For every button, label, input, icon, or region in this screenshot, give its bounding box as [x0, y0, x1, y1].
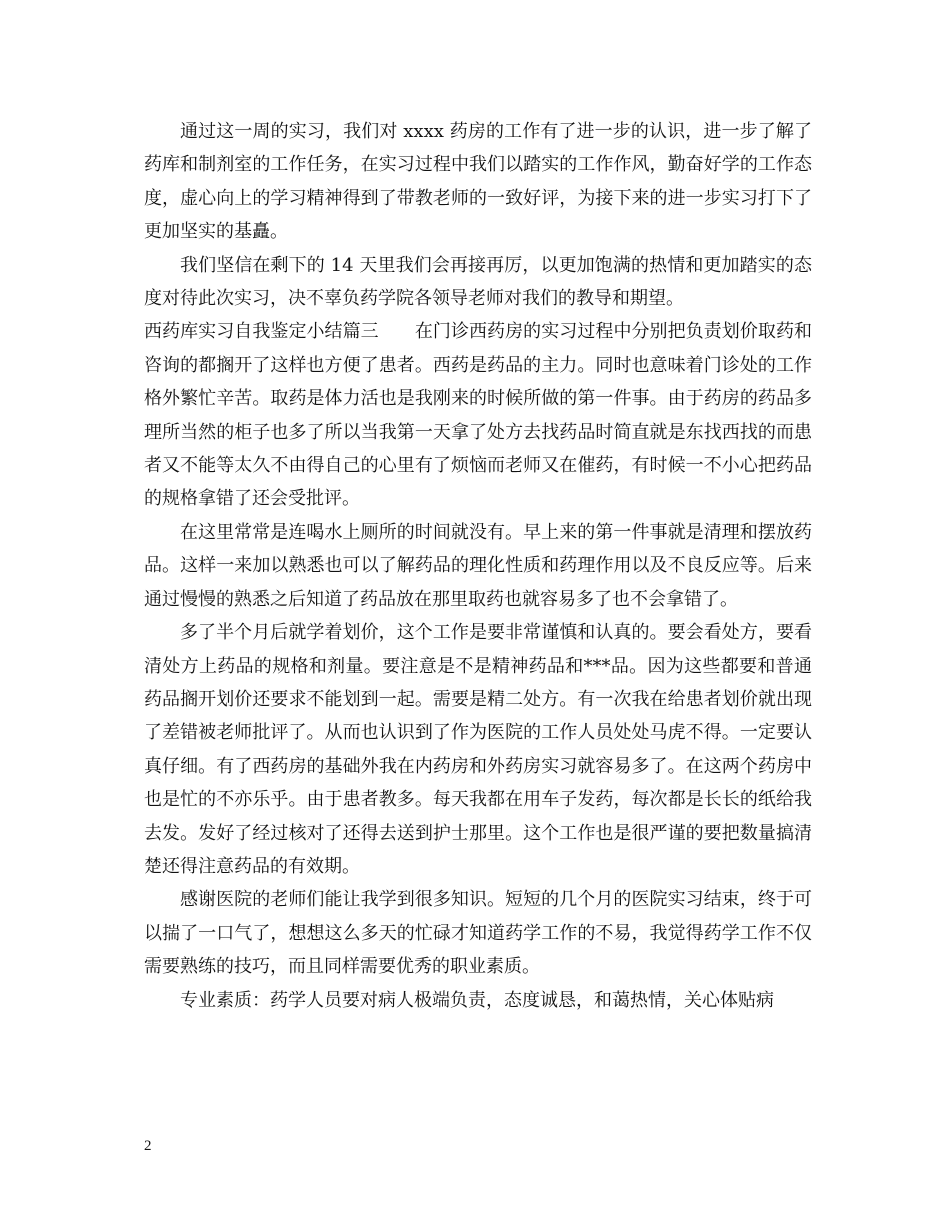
page-number: 2 — [144, 1138, 152, 1154]
paragraph-1: 通过这一周的实习，我们对 xxxx 药房的工作有了进一步的认识，进一步了解了药库和制剂室的工作任务，在实习过程中我们以踏实的工作作风，勤奋好学的工作态度，虚心向上的学习精神得到了带教老师的一致好评，为接下来的进一步实习打下了更加坚实的基矗。 — [144, 121, 812, 243]
paragraph-6: 感谢医院的老师们能让我学到很多知识。短短的几个月的医院实习结束，终于可以揣了一口气了，想想这么多天的忙碌才知道药学工作的不易，我觉得药学工作不仅需要熟练的技巧，而且同样需要优秀的职业素质。 — [144, 889, 812, 978]
paragraph-7: 专业素质：药学人员要对病人极端负责，态度诚恳，和蔼热情，关心体贴病 — [180, 989, 774, 1011]
paragraph-2: 我们坚信在剩下的 14 天里我们会再接再厉，以更加饱满的热情和更加踏实的态度对待此次实习，决不辜负药学院各领导老师对我们的教导和期望。 — [144, 254, 812, 310]
paragraph-5: 多了半个月后就学着划价，这个工作是要非常谨慎和认真的。要会看处方，要看清处方上药品的规格和剂量。要注意是不是精神药品和***品。因为这些都要和普通药品搁开划价还要求不能划到一起。需要是精二处方。有一次我在给患者划价就出现了差错被老师批评了。从而也认识到了作为医院的工作人员处处马虎不得。一定要认真仔细。有了西药房的基础外我在内药房和外药房实习就容易多了。在这两个药房中也是忙的不亦乐乎。由于患者教多。每天我都在用车子发药，每次都是长长的纸给我去发。发好了经过核对了还得去送到护士那里。这个工作也是很严谨的要把数量搞清楚还得注意药品的有效期。 — [144, 622, 812, 877]
paragraph-3: 西药库实习自我鉴定小结篇三 在门诊西药房的实习过程中分别把负责划价取药和咨询的都搁开了这样也方便了患者。西药是药品的主力。同时也意味着门诊处的工作格外繁忙辛苦。取药是体力活也是我刚来的时候所做的第一件事。由于药房的药品多理所当然的柜子也多了所以当我第一天拿了处方去找药品时简直就是东找西找的而患者又不能等太久不由得自己的心里有了烦恼而老师又在催药，有时候一不小心把药品的规格拿错了还会受批评。 — [144, 321, 812, 510]
paragraph-4: 在这里常常是连喝水上厕所的时间就没有。早上来的第一件事就是清理和摆放药品。这样一来加以熟悉也可以了解药品的理化性质和药理作用以及不良反应等。后来通过慢慢的熟悉之后知道了药品放在那里取药也就容易多了也不会拿错了。 — [144, 521, 812, 610]
document-body — [144, 115, 812, 1017]
